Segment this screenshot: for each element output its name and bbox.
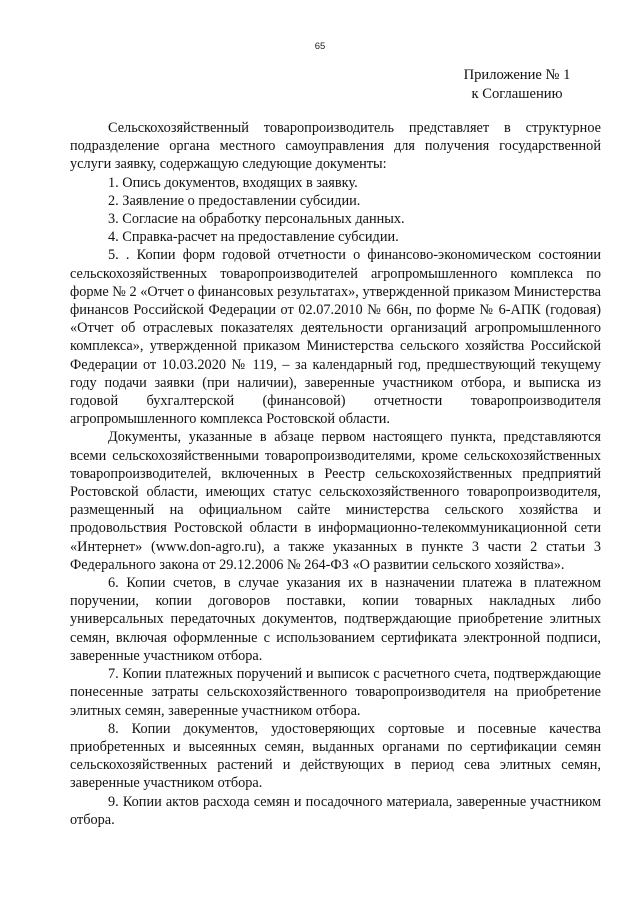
annex-title: Приложение № 1 bbox=[463, 67, 571, 83]
list-item-3: 3. Согласие на обработку персональных данных. bbox=[108, 211, 405, 228]
list-item-1: 1. Опись документов, входящих в заявку. bbox=[108, 174, 358, 191]
list-item-8: 8. Копии документов, удостоверяющих сортовые и посевные качества приобретенных и высеянных семян, выданных органами по сертификации семян сельскохозяйственных растений и действующих в период сева элитных семян, заверенные участником отбора. bbox=[70, 720, 601, 792]
annex-header bbox=[440, 66, 594, 104]
list-item-9: 9. Копии актов расхода семян и посадочного материала, заверенные участником отбора. bbox=[70, 793, 601, 828]
list-item-2: 2. Заявление о предоставлении субсидии. bbox=[108, 192, 361, 209]
paragraph-documents-note: Документы, указанные в абзаце первом настоящего пункта, представляются всеми сельскохозяйственными товаропроизводителями, кроме сельскохозяйственных товаропроизводителей, включенных в Реестр сельскохозяйственных предприятий Ростовской области, имеющих статус сельскохозяйственного товаропроизводителя, размещенный на официальном сайте министерства сельского хозяйства и продовольствия Ростовской области в информационно-телекоммуникационной сети «Интернет» (www.don-agro.ru), а также указанных в пункте 3 части 2 статьи 3 Федерального закона от 29.12.2006 № 264-ФЗ «О развитии сельского хозяйства». bbox=[70, 429, 601, 573]
list-item-4: 4. Справка-расчет на предоставление субсидии. bbox=[108, 229, 399, 246]
page-number: 65 bbox=[314, 41, 326, 52]
list-item-7: 7. Копии платежных поручений и выписок с расчетного счета, подтверждающие понесенные затраты сельскохозяйственного товаропроизводителя на приобретение элитных семян, заверенные участником отбора. bbox=[70, 666, 601, 719]
paragraph-intro: Сельскохозяйственный товаропроизводитель представляет в структурное подразделение органа местного самоуправления для получения государственной услуги заявку, содержащую следующие документы: bbox=[70, 120, 601, 173]
annex-subtitle: к Соглашению bbox=[471, 86, 563, 102]
list-item-6: 6. Копии счетов, в случае указания их в назначении платежа в платежном поручении, копии договоров поставки, копии товарных накладных либо универсальных передаточных документов, подтверждающие приобретение элитных семян, включая оформленные с использованием сертификата электронной подписи, заверенные участником отбора. bbox=[70, 575, 601, 664]
document-body bbox=[70, 119, 601, 829]
list-item-5: 5. . Копии форм годовой отчетности о финансово-экономическом состоянии сельскохозяйственных товаропроизводителей агропромышленного комплекса по форме № 2 «Отчет о финансовых результатах», утвержденной приказом Министерства финансов Российской Федерации от 02.07.2010 № 66н, по форме № 6-АПК (годовая) «Отчет об отраслевых показателях деятельности организаций агропромышленного комплекса», утвержденной приказом Министерства сельского хозяйства Российской Федерации от 10.03.2020 № 119, – за календарный год, предшествующий текущему году подачи заявки (при наличии), заверенные участником отбора, и выписка из годовой бухгалтерской (финансовой) отчетности товаропроизводителя агропромышленного комплекса Ростовской области. bbox=[70, 247, 602, 428]
